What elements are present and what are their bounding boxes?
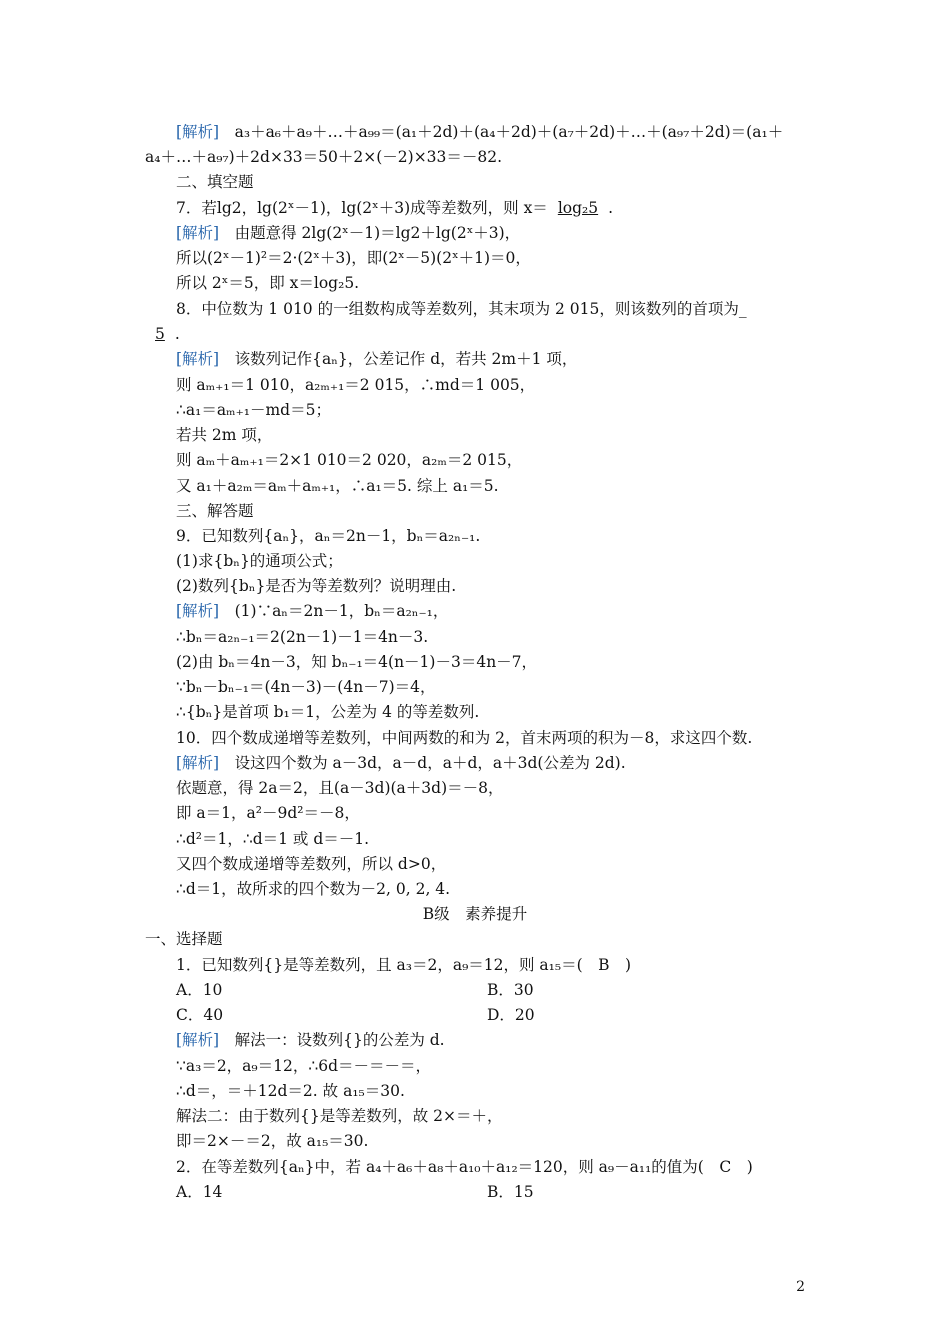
solution-line: ∴bₙ＝a₂ₙ₋₁＝2(2n－1)－1＝4n－3. bbox=[176, 628, 429, 646]
question-8-answer: 5 . bbox=[145, 322, 805, 346]
solution-line: 解法二：由于数列{}是等差数列，故 2×＝＋， bbox=[176, 1107, 503, 1125]
solution-line: 若共 2m 项， bbox=[176, 426, 273, 444]
question-9-part-2: (2)数列{bₙ}是否为等差数列？说明理由. bbox=[176, 577, 457, 595]
solution-line: 所以 2ˣ＝5，即 x＝log₂5. bbox=[176, 274, 360, 292]
solution-line: 即＝2×－＝2，故 a₁₅＝30. bbox=[176, 1132, 369, 1150]
section-heading: 三、解答题 bbox=[176, 502, 254, 520]
solution-line: [解析] 解法一：设数列{}的公差为 d. bbox=[176, 1031, 445, 1049]
solution-line: [解析] (1)∵aₙ＝2n－1，bₙ＝a₂ₙ₋₁， bbox=[176, 602, 449, 620]
option-a: A．14 bbox=[176, 1183, 223, 1201]
solution-line: ∵bₙ－bₙ₋₁＝(4n－3)－(4n－7)＝4， bbox=[176, 678, 436, 696]
solution-line: a₄＋…＋a₉₇)＋2d×33＝50＋2×(－2)×33＝－82. bbox=[145, 148, 503, 166]
question-2: 2．在等差数列{aₙ}中，若 a₄＋a₆＋a₈＋a₁₀＋a₁₂＝120，则 a₉－a₁₁的值为( C ) bbox=[176, 1158, 753, 1176]
solution-line: [解析] 由题意得 2lg(2ˣ－1)＝lg2＋lg(2ˣ＋3)， bbox=[176, 224, 521, 242]
solution-line: ∴{bₙ}是首项 b₁＝1，公差为 4 的等差数列. bbox=[176, 703, 480, 721]
analysis-tag: [解析] bbox=[176, 123, 220, 141]
question-10: 10．四个数成递增等差数列，中间两数的和为 2，首末两项的积为－8，求这四个数. bbox=[176, 729, 753, 747]
analysis-tag: [解析] bbox=[176, 224, 220, 242]
answer-blank: 5 bbox=[155, 325, 165, 343]
solution-line: ∴d＝1，故所求的四个数为－2, 0, 2, 4. bbox=[176, 880, 451, 898]
solution-line: 又四个数成递增等差数列，所以 d>0， bbox=[176, 855, 447, 873]
analysis-tag: [解析] bbox=[176, 602, 220, 620]
question-9-part-1: (1)求{bₙ}的通项公式； bbox=[176, 552, 343, 570]
solution-line: [解析] 设这四个数为 a－3d，a－d，a＋d，a＋3d(公差为 2d). bbox=[176, 754, 626, 772]
question-7: 7．若lg2，lg(2ˣ－1)，lg(2ˣ＋3)成等差数列，则 x＝ log₂5 . bbox=[176, 199, 614, 217]
analysis-tag: [解析] bbox=[176, 754, 220, 772]
solution-line: ∵a₃＝2，a₉＝12，∴6d＝－＝－＝， bbox=[176, 1057, 432, 1075]
solution-line: 依题意，得 2a＝2，且(a－3d)(a＋3d)＝－8， bbox=[176, 779, 504, 797]
question-8: 8．中位数为 1 010 的一组数构成等差数列，其末项为 2 015，则该数列的首项为_ bbox=[176, 300, 747, 318]
solution-line: [解析] a₃＋a₆＋a₉＋…＋a₉₉＝(a₁＋2d)＋(a₄＋2d)＋(a₇＋2d)＋…＋(a₉₇＋2d)＝(a₁＋ bbox=[176, 123, 784, 141]
option-b: B．15 bbox=[487, 1183, 534, 1201]
level-heading: B级 素养提升 bbox=[422, 905, 528, 923]
question-1: 1．已知数列{}是等差数列，且 a₃＝2，a₉＝12，则 a₁₅＝( B ) bbox=[176, 956, 632, 974]
solution-line: ∴d＝，＝＋12d＝2. 故 a₁₅＝30. bbox=[176, 1082, 405, 1100]
solution-line: 所以(2ˣ－1)²＝2·(2ˣ＋3)，即(2ˣ－5)(2ˣ＋1)＝0， bbox=[176, 249, 531, 267]
section-heading: 一、选择题 bbox=[145, 930, 223, 948]
solution-line: [解析] 该数列记作{aₙ}，公差记作 d，若共 2m＋1 项， bbox=[176, 350, 578, 368]
solution-line: 又 a₁＋a₂ₘ＝aₘ＋aₘ₊₁，∴a₁＝5. 综上 a₁＝5. bbox=[176, 477, 499, 495]
section-heading: 二、填空题 bbox=[176, 173, 254, 191]
solution-line: (2)由 bₙ＝4n－3，知 bₙ₋₁＝4(n－1)－3＝4n－7， bbox=[176, 653, 538, 671]
solution-line: 则 aₘ＋aₘ₊₁＝2×1 010＝2 020，a₂ₘ＝2 015， bbox=[176, 451, 523, 469]
option-d: D．20 bbox=[487, 1006, 535, 1024]
analysis-tag: [解析] bbox=[176, 1031, 220, 1049]
option-c: C．40 bbox=[176, 1006, 224, 1024]
page-number: 2 bbox=[796, 1279, 805, 1295]
option-a: A．10 bbox=[176, 981, 223, 999]
option-b: B．30 bbox=[487, 981, 534, 999]
solution-line: ∴a₁＝aₘ₊₁－md＝5； bbox=[176, 401, 331, 419]
solution-line: 即 a＝1，a²－9d²＝－8， bbox=[176, 804, 360, 822]
question-9: 9．已知数列{aₙ}，aₙ＝2n－1，bₙ＝a₂ₙ₋₁. bbox=[176, 527, 481, 545]
solution-line: 则 aₘ₊₁＝1 010，a₂ₘ₊₁＝2 015，∴md＝1 005， bbox=[176, 376, 536, 394]
answer-blank: log₂5 bbox=[557, 199, 599, 217]
solution-line: ∴d²＝1，∴d＝1 或 d＝－1. bbox=[176, 830, 370, 848]
analysis-tag: [解析] bbox=[176, 350, 220, 368]
